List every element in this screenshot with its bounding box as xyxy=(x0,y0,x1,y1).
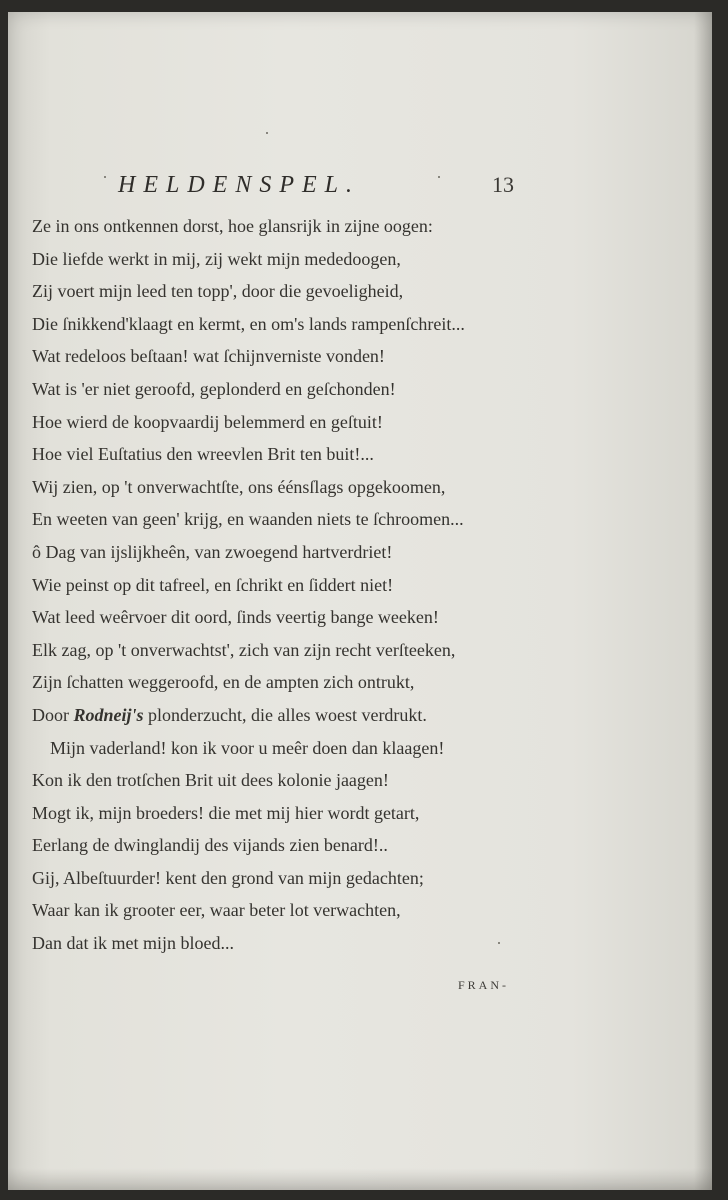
poem-line: Wij zien, op 't onverwachtſte, ons éénsſlags opgekoomen, xyxy=(32,476,446,497)
poem-line: Wat leed weêrvoer dit oord, ſinds veertig bange weeken! xyxy=(32,607,439,628)
page-number: 13 xyxy=(492,172,514,197)
poem-line: En weeten van geen' krijg, en waanden niets te ſchroomen... xyxy=(32,509,464,530)
poem-line: Waar kan ik grooter eer, waar beter lot verwachten, xyxy=(32,900,401,921)
poem-text xyxy=(32,210,532,960)
poem-line: Ze in ons ontkennen dorst, hoe glansrijk in zijne oogen: xyxy=(32,216,433,236)
catchword: FRAN- xyxy=(458,978,510,992)
ink-speck xyxy=(104,176,106,178)
poem-line: Gij, Albeſtuurder! kent den grond van mijn gedachten; xyxy=(32,867,424,888)
poem-line: Hoe wierd de koopvaardij belemmerd en geſtuit! xyxy=(32,411,383,432)
line-text: Door xyxy=(32,704,74,725)
page-edge-shadow xyxy=(694,12,712,1190)
poem-line: Wie peinst op dit tafreel, en ſchrikt en ſiddert niet! xyxy=(32,574,394,595)
poem-line: Wat is 'er niet geroofd, geplonderd en geſchonden! xyxy=(32,378,396,399)
italic-name: Rodneij's xyxy=(73,704,144,725)
poem-line: Mogt ik, mijn broeders! die met mij hier wordt getart, xyxy=(32,802,420,823)
ink-speck xyxy=(266,132,268,134)
poem-line: Hoe viel Euſtatius den wreevlen Brit ten buit!... xyxy=(32,444,374,465)
line-text: plonderzucht, die alles woest verdrukt. xyxy=(143,704,427,725)
poem-line: Eerlang de dwinglandij des vijands zien benard!.. xyxy=(32,835,388,856)
poem-line: Zijn ſchatten weggeroofd, en de ampten zich ontrukt, xyxy=(32,672,415,693)
poem-line: Die liefde werkt in mij, zij wekt mijn mededoogen, xyxy=(32,248,401,269)
book-page xyxy=(8,12,712,1190)
running-head: HELDENSPEL. xyxy=(118,172,361,198)
poem-line: Mijn vaderland! kon ik voor u meêr doen dan klaagen! xyxy=(50,737,445,758)
poem-line xyxy=(32,699,532,732)
page-bottom-shadow xyxy=(8,1168,712,1190)
poem-line: Kon ik den trotſchen Brit uit dees kolonie jaagen! xyxy=(32,770,389,791)
poem-line: Elk zag, op 't onverwachtst', zich van zijn recht verſteeken, xyxy=(32,639,456,660)
poem-line: Dan dat ik met mijn bloed... xyxy=(32,933,234,954)
poem-line: Die ſnikkend'klaagt en kermt, en om's lands rampenſchreit... xyxy=(32,313,465,334)
ink-speck xyxy=(438,176,440,178)
poem-line: ô Dag van ijslijkheên, van zwoegend hartverdriet! xyxy=(32,541,393,562)
poem-line: Zij voert mijn leed ten topp', door die gevoeligheid, xyxy=(32,281,404,302)
poem-line: Wat redeloos beſtaan! wat ſchijnverniste vonden! xyxy=(32,346,385,367)
